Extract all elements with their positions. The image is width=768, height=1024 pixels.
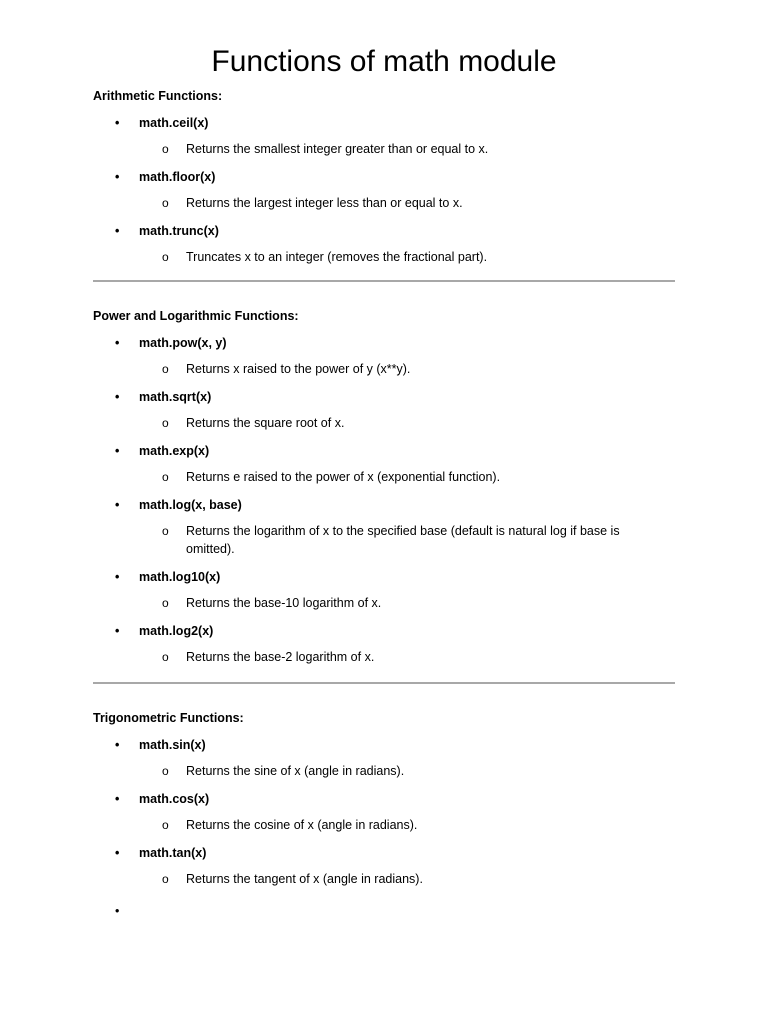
function-description <box>93 140 656 158</box>
sub-bullet-icon: o <box>162 362 169 376</box>
function-name <box>93 497 675 513</box>
sub-bullet-icon: o <box>162 470 169 484</box>
list-item <box>93 845 675 888</box>
function-list <box>93 335 675 666</box>
function-description <box>93 360 656 378</box>
bullet-icon: • <box>115 170 120 184</box>
sub-bullet-icon: o <box>162 650 169 664</box>
function-description <box>93 648 656 666</box>
bullet-icon: • <box>115 224 120 238</box>
function-name <box>93 845 675 861</box>
bullet-icon: • <box>115 570 120 584</box>
function-description <box>93 522 656 558</box>
sub-bullet-icon: o <box>162 764 169 778</box>
function-description-text: Returns the base-10 logarithm of x. <box>186 596 382 610</box>
section-arithmetic <box>93 88 675 266</box>
function-name-text: math.sqrt(x) <box>139 390 212 404</box>
sub-bullet-icon: o <box>162 196 169 210</box>
function-name <box>93 623 675 639</box>
function-description-text: Returns the smallest integer greater than or equal to x. <box>186 142 489 156</box>
function-name <box>93 737 675 753</box>
bullet-icon: • <box>115 116 120 130</box>
function-name <box>93 569 675 585</box>
function-name-text: math.log10(x) <box>139 570 221 584</box>
function-description <box>93 248 656 266</box>
bullet-icon: • <box>115 390 120 404</box>
function-name <box>93 443 675 459</box>
list-item <box>93 389 675 432</box>
function-description <box>93 762 656 780</box>
list-item <box>93 497 675 558</box>
sub-bullet-icon: o <box>162 818 169 832</box>
function-name-text: math.exp(x) <box>139 444 210 458</box>
function-description-text: Returns the logarithm of x to the specified base (default is natural log if base is omitted). <box>186 524 620 556</box>
sub-bullet-icon: o <box>162 524 169 538</box>
list-item <box>93 791 675 834</box>
bullet-icon: • <box>115 444 120 458</box>
function-name-text: math.floor(x) <box>139 170 216 184</box>
list-item <box>93 169 675 212</box>
function-description <box>93 194 656 212</box>
function-description-text: Returns the sine of x (angle in radians). <box>186 764 405 778</box>
function-description-text: Returns the base-2 logarithm of x. <box>186 650 375 664</box>
function-list <box>93 115 675 266</box>
function-description-text: Returns the square root of x. <box>186 416 345 430</box>
function-description-text: Truncates x to an integer (removes the fractional part). <box>186 250 488 264</box>
section-trigonometric <box>93 710 675 888</box>
list-item <box>93 115 675 158</box>
function-description-text: Returns the largest integer less than or equal to x. <box>186 196 463 210</box>
empty-bullet-icon: • <box>115 904 120 918</box>
function-name-text: math.tan(x) <box>139 846 207 860</box>
list-item <box>93 443 675 486</box>
section-divider <box>93 682 675 684</box>
document-title: Functions of math module <box>211 45 557 78</box>
list-item <box>93 223 675 266</box>
bullet-icon: • <box>115 336 120 350</box>
list-item <box>93 335 675 378</box>
sub-bullet-icon: o <box>162 596 169 610</box>
function-name <box>93 169 675 185</box>
sub-bullet-icon: o <box>162 250 169 264</box>
function-name <box>93 335 675 351</box>
function-name-text: math.ceil(x) <box>139 116 209 130</box>
bullet-icon: • <box>115 624 120 638</box>
list-item <box>93 737 675 780</box>
bullet-icon: • <box>115 738 120 752</box>
sub-bullet-icon: o <box>162 416 169 430</box>
function-list <box>93 737 675 888</box>
sub-bullet-icon: o <box>162 142 169 156</box>
function-description <box>93 594 656 612</box>
function-description-text: Returns e raised to the power of x (exponential function). <box>186 470 501 484</box>
function-name-text: math.cos(x) <box>139 792 210 806</box>
section-heading: Trigonometric Functions: <box>93 711 244 725</box>
function-name <box>93 223 675 239</box>
bullet-icon: • <box>115 792 120 806</box>
section-heading: Power and Logarithmic Functions: <box>93 309 299 323</box>
bullet-icon: • <box>115 846 120 860</box>
function-description <box>93 468 656 486</box>
list-item <box>93 623 675 666</box>
function-name-text: math.log2(x) <box>139 624 214 638</box>
function-description <box>93 414 656 432</box>
function-description-text: Returns the cosine of x (angle in radians). <box>186 818 418 832</box>
function-name-text: math.pow(x, y) <box>139 336 227 350</box>
function-name-text: math.log(x, base) <box>139 498 242 512</box>
function-name-text: math.trunc(x) <box>139 224 219 238</box>
function-description <box>93 870 656 888</box>
list-item <box>93 569 675 612</box>
section-heading: Arithmetic Functions: <box>93 89 223 103</box>
section-divider <box>93 280 675 282</box>
function-name-text: math.sin(x) <box>139 738 206 752</box>
function-name <box>93 389 675 405</box>
function-name <box>93 115 675 131</box>
bullet-icon: • <box>115 498 120 512</box>
function-description-text: Returns the tangent of x (angle in radians). <box>186 872 423 886</box>
section-power-logarithmic <box>93 308 675 666</box>
function-description <box>93 816 656 834</box>
function-name <box>93 791 675 807</box>
sub-bullet-icon: o <box>162 872 169 886</box>
function-description-text: Returns x raised to the power of y (x**y). <box>186 362 411 376</box>
